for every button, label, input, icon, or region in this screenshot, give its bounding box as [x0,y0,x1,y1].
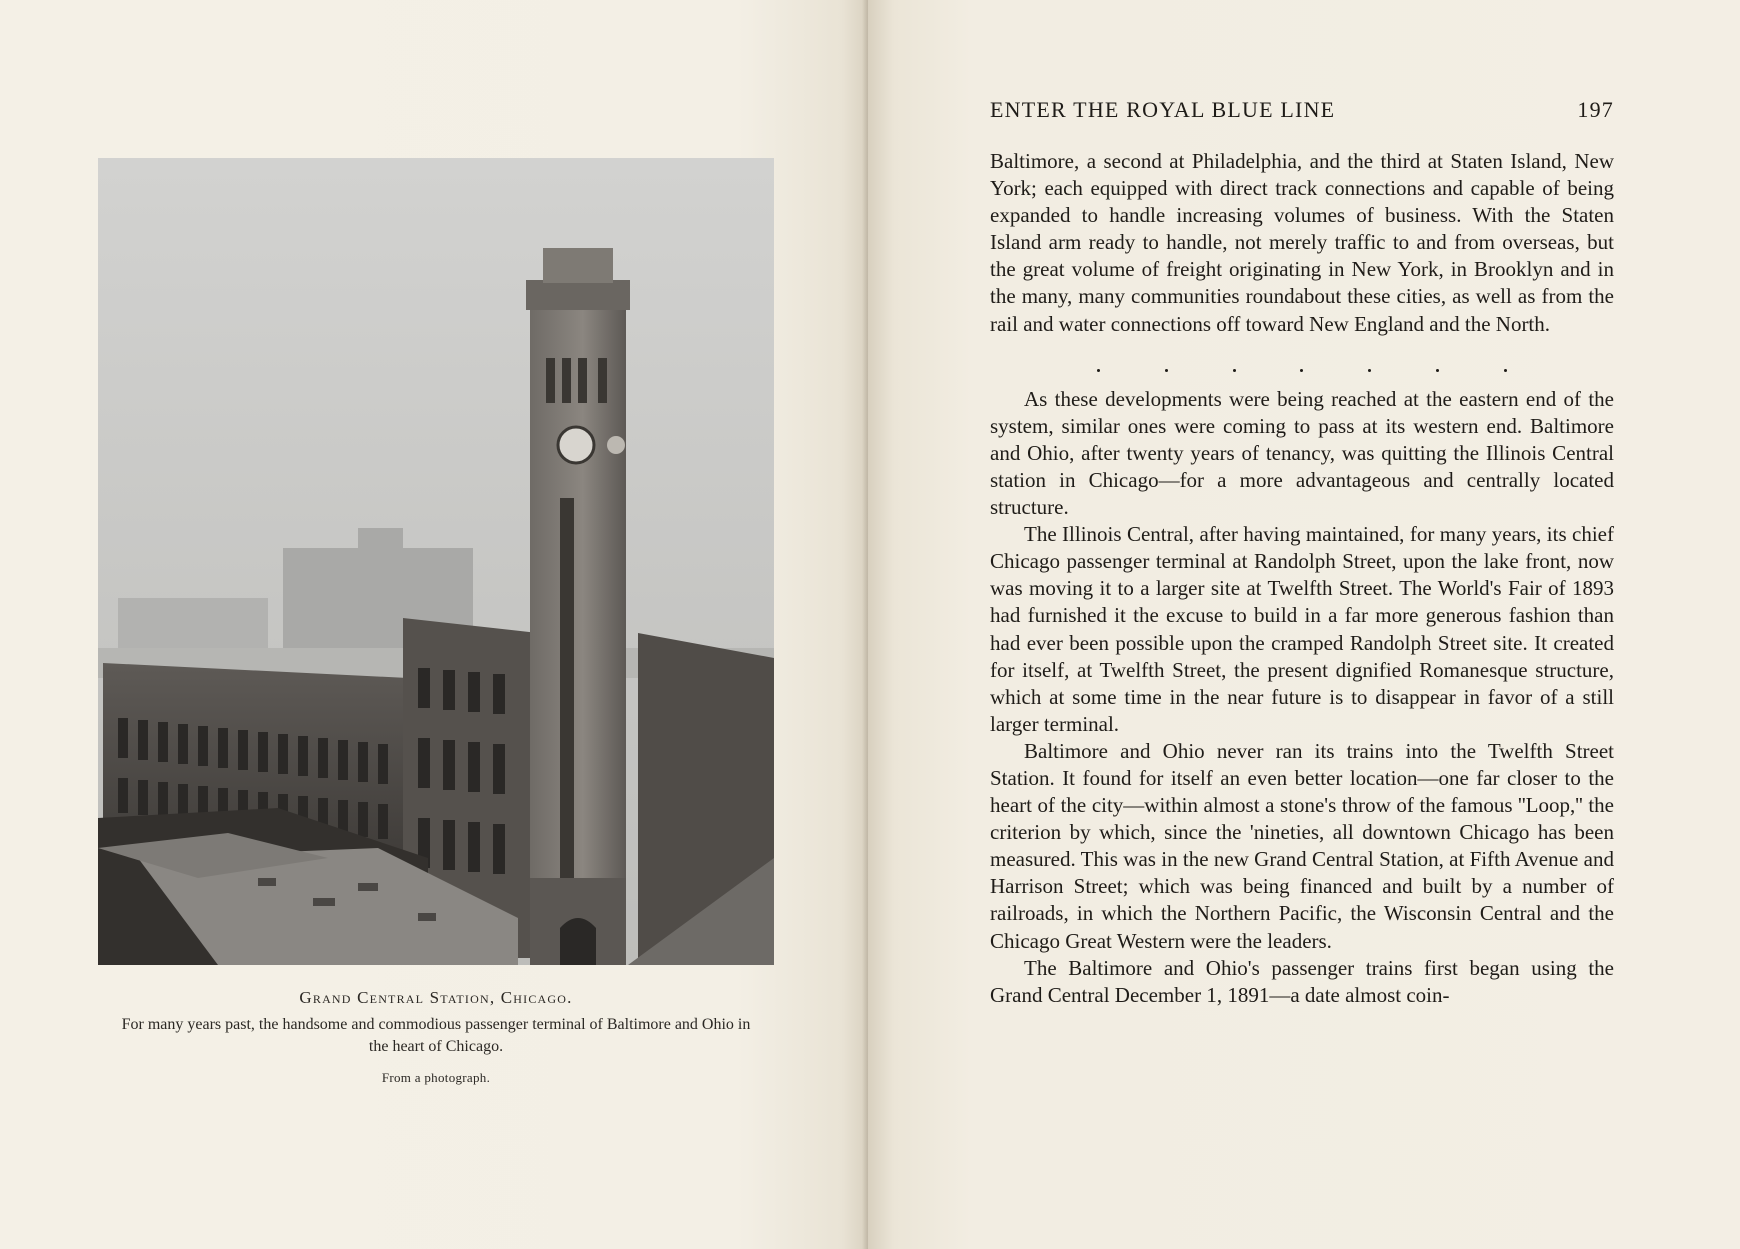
station-photo-graphic [98,158,774,965]
section-break-dots [1097,348,1507,372]
paragraph-1: Baltimore, a second at Philadelphia, and the third at Staten Island, New York; each equipped with direct track connections and capable of being expanded to handle increasing volumes of business. With the Staten Island arm ready to handle, not merely traffic to and from overseas, but the great volume of freight originating in New York, in Brooklyn and in the many, many communities roundabout these cities, as well as from the rail and water connections off toward New England and the North. [990,149,1614,336]
running-head [990,97,1614,123]
paragraph-2: As these developments were being reached at the eastern end of the system, similar ones were coming to pass at its western end. Baltimore and Ohio, after twenty years of tenancy, was quitting the Illinois Central station in Chicago—for a more advantageous and centrally located structure. [990,386,1614,520]
paragraph-3: The Illinois Central, after having maintained, for many years, its chief Chicago passenger terminal at Randolph Street, upon the lake front, now was moving it to a larger site at Twelfth Street. The World's Fair of 1893 had furnished it the excuse to build in a far more generous fashion than had ever been possible upon the cramped Randolph Street site. It created for itself, at Twelfth Street, the present dignified Romanesque structure, which at some time in the near future is to disappear in favor of a still larger terminal. [990,522,1614,736]
paragraph-5: The Baltimore and Ohio's passenger trains first began using the Grand Central December 1, 1891—a date almost coin- [990,955,1614,1007]
station-photograph [98,158,774,965]
caption-title: Grand Central Station, Chicago. [299,988,573,1007]
caption-text: For many years past, the handsome and commodious passenger terminal of Baltimore and Ohio in the heart of Chicago. [121,1016,751,1055]
running-head-title: ENTER THE ROYAL BLUE LINE [990,97,1336,122]
caption-credit: From a photograph. [381,1070,491,1085]
left-page [0,0,868,1249]
paragraph-4: Baltimore and Ohio never ran its trains into the Twelfth Street Station. It found for itself an even better location—one far closer to the heart of the city—within almost a stone's throw of the famous ''Loop,'' the criterion by which, since the 'nineties, all downtown Chicago has been measured. This was in the new Grand Central Station, at Fifth Avenue and Harrison Street; which was being financed and built by a number of railroads, in which the Northern Pacific, the Wisconsin Central and the Chicago Great Western were the leaders. [990,738,1614,953]
photo-caption [98,988,774,1086]
body-text [990,148,1614,1009]
page-number: 197 [1577,97,1614,122]
